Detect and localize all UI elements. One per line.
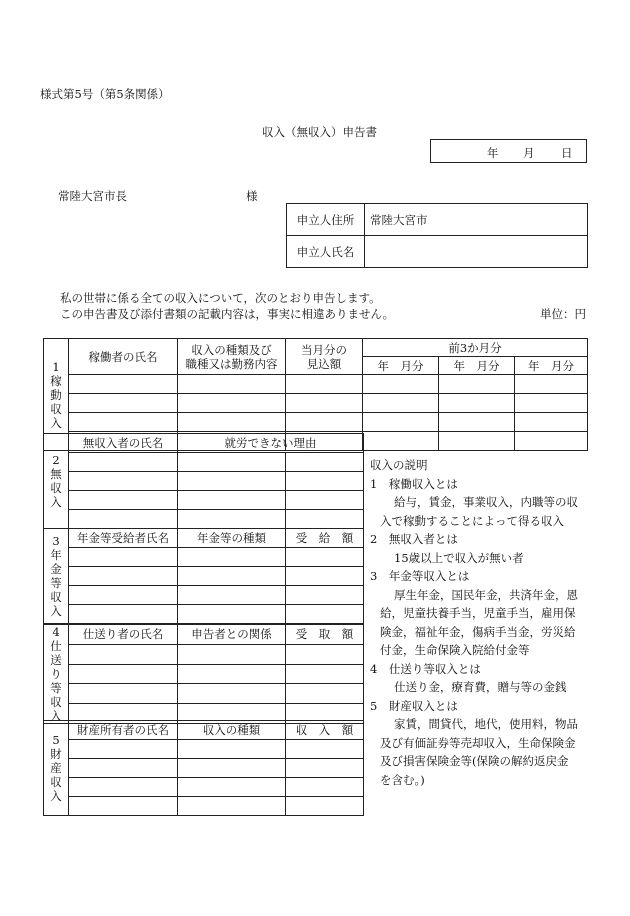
explanation-item-1-heading: 1 稼働収入とは — [370, 476, 458, 491]
s1-header-prev3: 前3か月分 — [363, 339, 588, 357]
s5-cell[interactable] — [69, 778, 178, 797]
s3-cell[interactable] — [286, 605, 364, 624]
s4-cell[interactable] — [69, 664, 178, 684]
s3-cell[interactable] — [69, 567, 178, 586]
explanation-item-4-heading: 4 仕送り等収入とは — [370, 661, 481, 676]
s1-cell[interactable] — [363, 413, 439, 432]
s1-cell[interactable] — [515, 413, 588, 432]
s3-header-amount: 受 給 額 — [286, 529, 364, 548]
s3-cell[interactable] — [178, 548, 286, 567]
s3-cell[interactable] — [69, 548, 178, 567]
s1-cell[interactable] — [69, 375, 178, 394]
s5-cell[interactable] — [178, 778, 286, 797]
explanation-item-5-line: 及び損害保険金等(保険の解約返戻金 — [380, 754, 569, 768]
s1-month-2: 年 月分 — [439, 357, 515, 375]
s2-cell[interactable] — [286, 510, 364, 529]
s3-header-name: 年金等受給者氏名 — [69, 529, 178, 548]
s4-cell[interactable] — [178, 644, 286, 664]
s2-cell[interactable] — [178, 510, 286, 529]
s1-cell[interactable] — [178, 413, 286, 432]
s2-cell[interactable] — [69, 510, 178, 529]
explanation-item-5-line: 家賃，間貸代，地代，使用料，物品 — [394, 717, 578, 731]
s2-cell[interactable] — [69, 472, 178, 491]
s1-cell[interactable] — [286, 413, 363, 432]
s5-cell[interactable] — [178, 797, 286, 816]
s1-month-3: 年 月分 — [515, 357, 588, 375]
s1-cell[interactable] — [363, 375, 439, 394]
name-label: 申立人氏名 — [287, 236, 365, 268]
s1-cell[interactable] — [363, 394, 439, 413]
section-5-label: 5財産収入 — [44, 721, 69, 816]
explanation-item-2-line: 15歳以上で収入が無い者 — [394, 550, 524, 565]
s1-cell[interactable] — [515, 375, 588, 394]
explanation-item-5-line: を含む。) — [380, 772, 425, 787]
s3-cell[interactable] — [286, 567, 364, 586]
s5-cell[interactable] — [286, 797, 364, 816]
address-field[interactable]: 常陸大宮市 — [365, 204, 588, 236]
s2-cell[interactable] — [69, 453, 178, 472]
s1-cell[interactable] — [515, 432, 588, 451]
s5-header-type: 収入の種類 — [178, 721, 286, 740]
s3-cell[interactable] — [178, 586, 286, 605]
s3-cell[interactable] — [69, 586, 178, 605]
s2-cell[interactable] — [286, 472, 364, 491]
s2-cell[interactable] — [178, 491, 286, 510]
s4-cell[interactable] — [286, 664, 364, 684]
section-5-table — [43, 720, 364, 816]
explanation-item-1-line: 給与，賃金，事業収入，内職等の収 — [394, 495, 578, 509]
s3-cell[interactable] — [286, 586, 364, 605]
explanation-item-2-heading: 2 無収入者とは — [370, 532, 458, 546]
s1-cell[interactable] — [439, 375, 515, 394]
s1-header-estimate: 当月分の 見込額 — [286, 339, 363, 375]
explanation-item-3-line: 付金，生命保険入院給付金等 — [380, 643, 530, 657]
s1-header-type: 収入の種類及び 職種又は勤務内容 — [178, 339, 286, 375]
s2-cell[interactable] — [286, 453, 364, 472]
s5-cell[interactable] — [178, 740, 286, 759]
s5-cell[interactable] — [178, 759, 286, 778]
section-2-label: 2無収入 — [44, 434, 69, 529]
declaration-line-1: 私の世帯に係る全ての収入について，次のとおり申告します。 — [60, 291, 381, 305]
s3-cell[interactable] — [69, 605, 178, 624]
s1-header-name: 稼働者の氏名 — [69, 339, 178, 375]
honorific: 様 — [246, 189, 258, 203]
s1-cell[interactable] — [69, 413, 178, 432]
s3-header-type: 年金等の種類 — [178, 529, 286, 548]
applicant-table — [286, 203, 588, 268]
explanation-item-1-line: 入で稼動することによって得る収入 — [380, 513, 564, 528]
explanation-item-5-line: 及び有価証券等売却収入，生命保険金 — [380, 735, 576, 750]
s1-cell[interactable] — [439, 394, 515, 413]
s4-cell[interactable] — [286, 684, 364, 704]
s2-header-reason: 就労できない理由 — [178, 434, 364, 453]
date-day: 日 — [561, 146, 573, 160]
s1-cell[interactable] — [439, 432, 515, 451]
s5-cell[interactable] — [69, 797, 178, 816]
s5-cell[interactable] — [286, 778, 364, 797]
explanation-item-3-line: 険金，福祉年金，傷病手当金，労災給 — [380, 624, 576, 639]
s1-cell[interactable] — [439, 413, 515, 432]
section-3-label: 3年金等収入 — [44, 529, 69, 624]
date-month: 月 — [523, 146, 535, 160]
s5-cell[interactable] — [286, 740, 364, 759]
declaration-line-2: この申告書及び添付書類の記載内容は，事実に相違ありません。 — [60, 307, 395, 321]
page-title: 収入（無収入）申告書 — [262, 125, 377, 139]
s5-cell[interactable] — [69, 759, 178, 778]
address-label: 申立人住所 — [287, 204, 365, 236]
s1-cell[interactable] — [515, 394, 588, 413]
explanation-item-3-heading: 3 年金等収入とは — [370, 569, 470, 583]
s4-header-amount: 受 取 額 — [286, 625, 364, 645]
s1-cell[interactable] — [286, 394, 363, 413]
s4-cell[interactable] — [178, 684, 286, 704]
s1-cell[interactable] — [178, 375, 286, 394]
unit-label: 単位：円 — [540, 307, 586, 321]
s5-header-name: 財産所有者の氏名 — [69, 721, 178, 740]
s2-cell[interactable] — [178, 453, 286, 472]
s1-month-1: 年 月分 — [363, 357, 439, 375]
addressee: 常陸大宮市長 — [58, 189, 127, 203]
s2-header-name: 無収入者の氏名 — [69, 434, 178, 453]
s1-cell[interactable] — [69, 394, 178, 413]
explanation-item-4-line: 仕送り金，療育費，贈与等の金銭 — [394, 680, 567, 694]
s4-cell[interactable] — [286, 644, 364, 664]
s5-cell[interactable] — [69, 740, 178, 759]
date-box — [430, 139, 587, 163]
explanation-panel — [370, 456, 592, 789]
section-4-table — [43, 624, 364, 724]
s3-cell[interactable] — [286, 548, 364, 567]
explanation-item-3-line: 厚生年金，国民年金，共済年金，恩 — [394, 587, 578, 602]
s4-cell[interactable] — [178, 664, 286, 684]
section-2-table — [43, 433, 364, 529]
explanation-title: 収入の説明 — [370, 458, 428, 472]
s2-cell[interactable] — [69, 491, 178, 510]
s4-cell[interactable] — [69, 684, 178, 704]
s4-header-relation: 申告者との関係 — [178, 625, 286, 645]
section-4-label: 4仕送り等収入 — [44, 625, 69, 724]
date-year: 年 — [487, 146, 499, 160]
form-label: 様式第5号（第5条関係） — [40, 87, 170, 101]
s5-header-amount: 収 入 額 — [286, 721, 364, 740]
explanation-item-3-line: 給，児童扶養手当，児童手当，雇用保 — [380, 606, 576, 620]
section-3-table — [43, 528, 364, 624]
section-1-label: 1稼動収入 — [44, 339, 69, 451]
s1-cell[interactable] — [363, 432, 439, 451]
s5-cell[interactable] — [286, 759, 364, 778]
s2-cell[interactable] — [286, 491, 364, 510]
s1-cell[interactable] — [286, 375, 363, 394]
explanation-item-5-heading: 5 財産収入とは — [370, 698, 458, 713]
s4-cell[interactable] — [69, 644, 178, 664]
s1-cell[interactable] — [178, 394, 286, 413]
s4-header-name: 仕送り者の氏名 — [69, 625, 178, 645]
s2-cell[interactable] — [178, 472, 286, 491]
name-field[interactable] — [365, 236, 588, 268]
s3-cell[interactable] — [178, 605, 286, 624]
s3-cell[interactable] — [178, 567, 286, 586]
